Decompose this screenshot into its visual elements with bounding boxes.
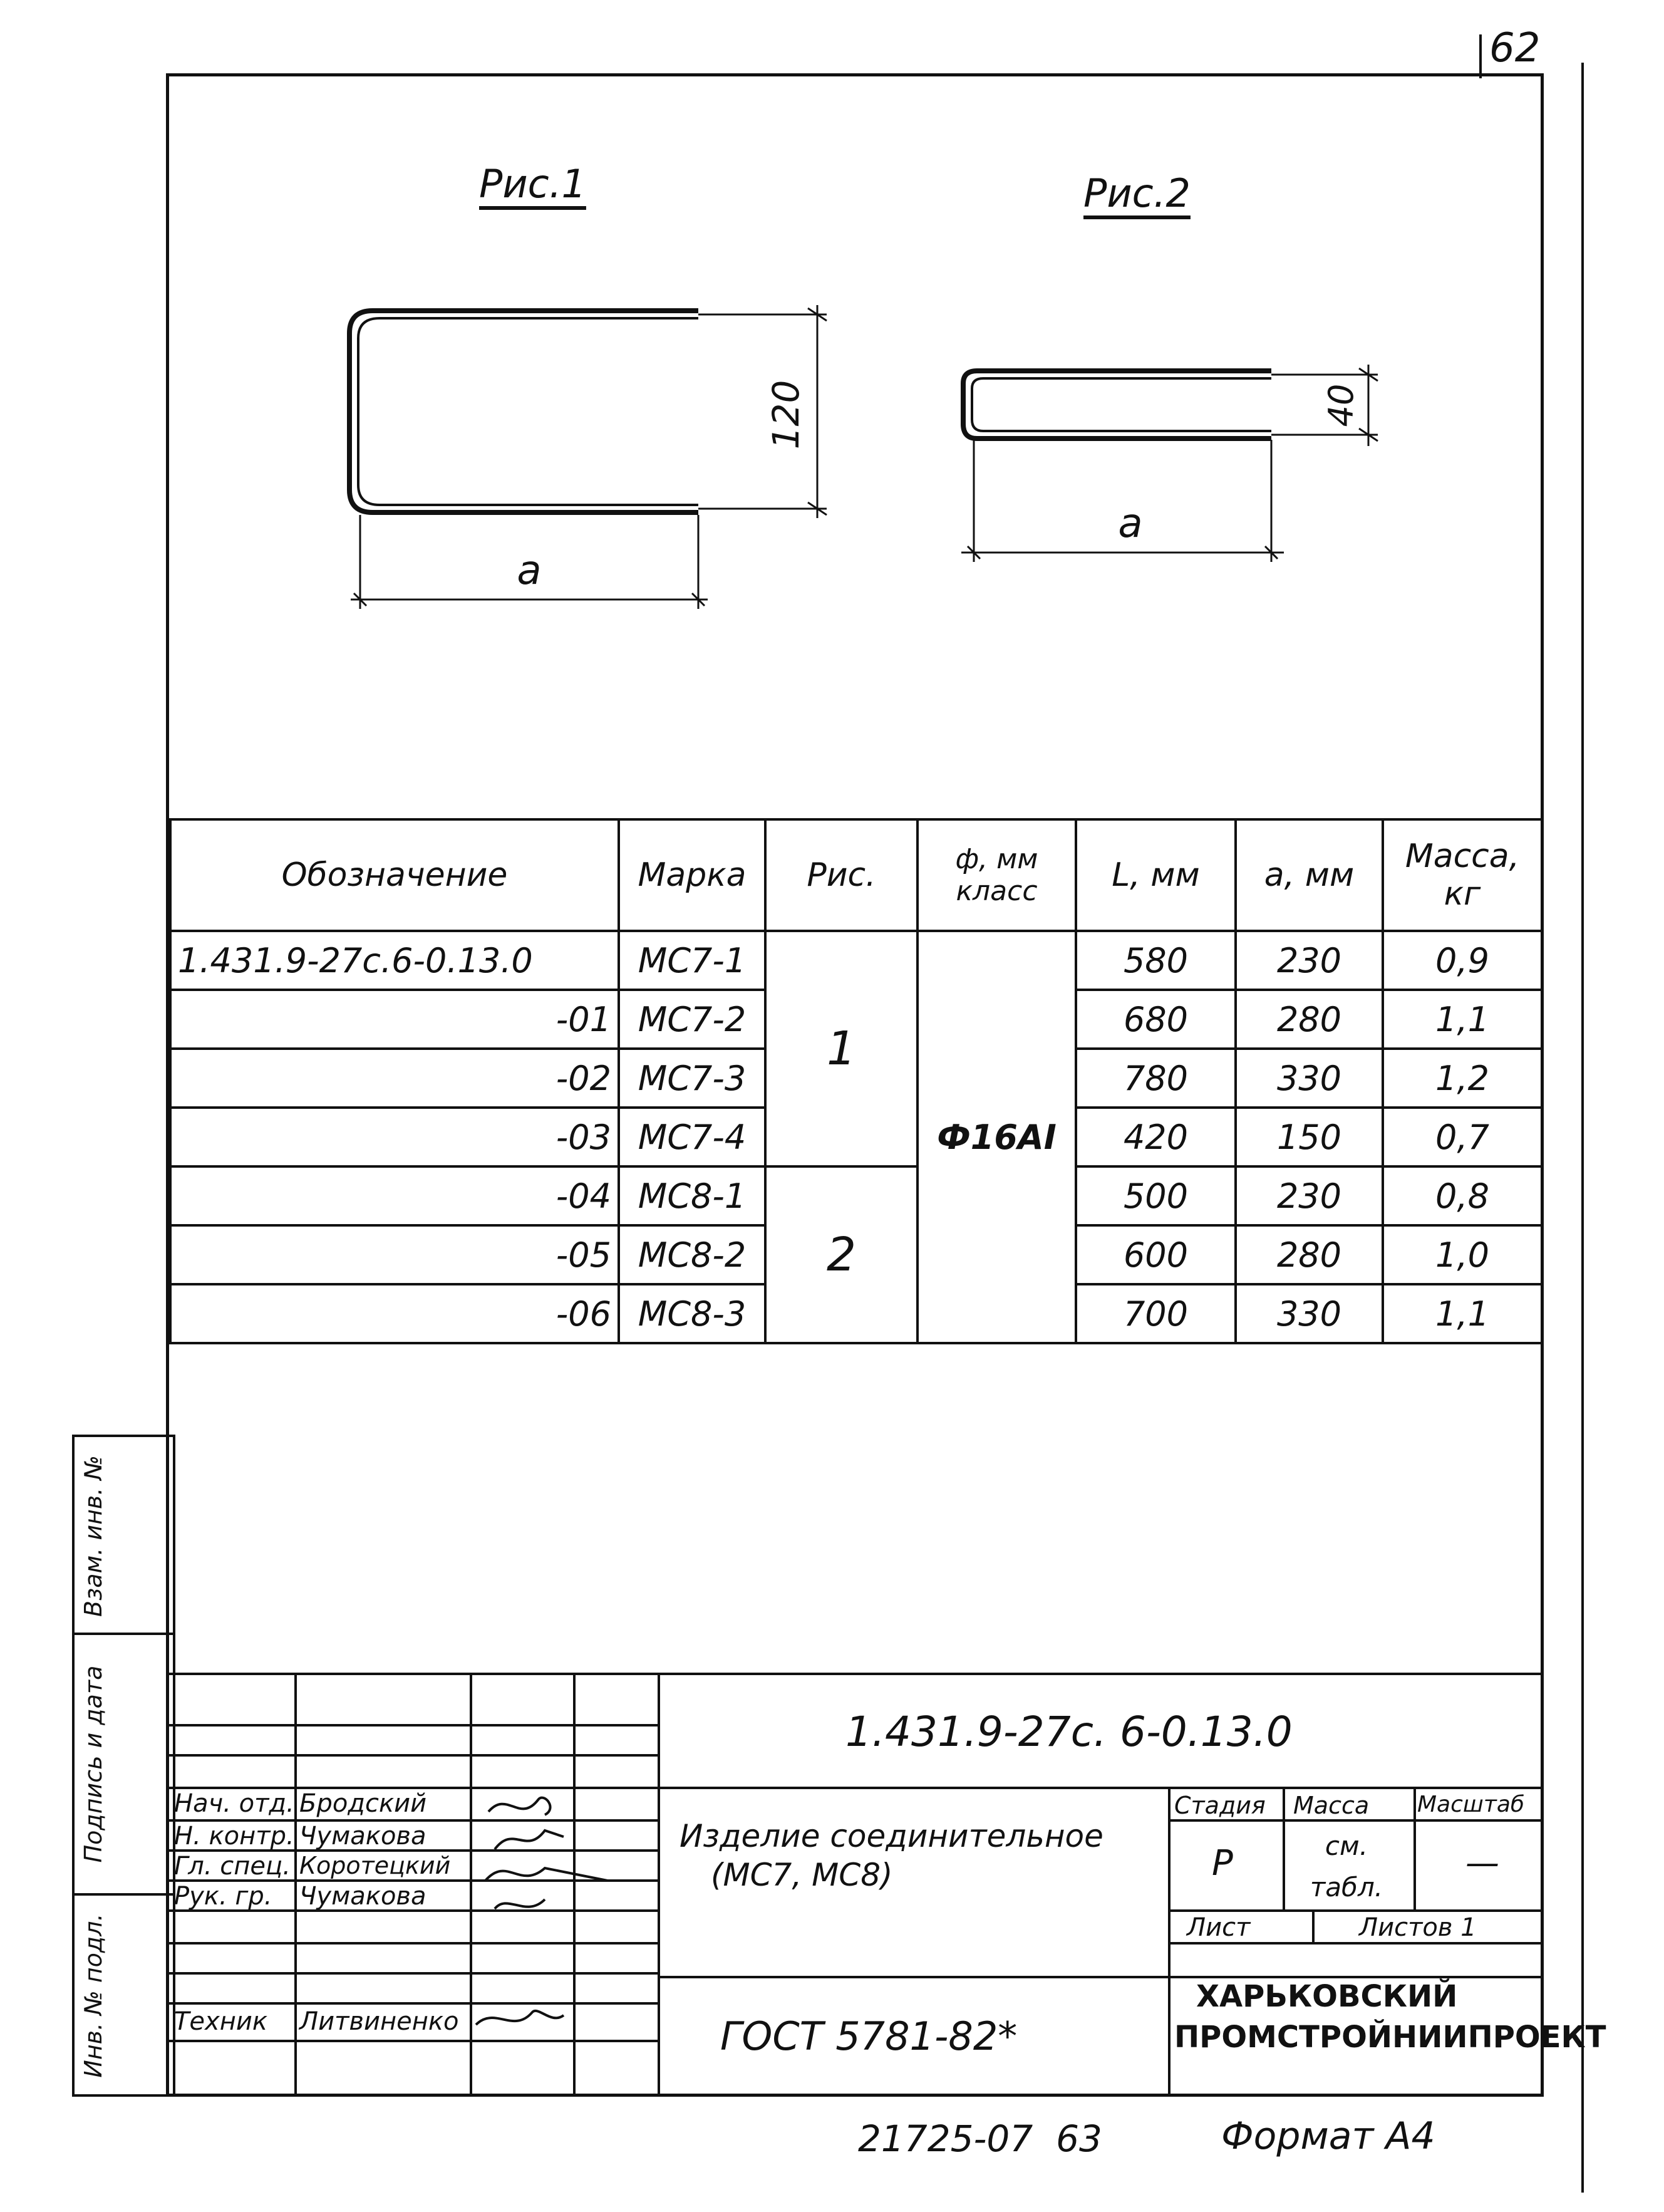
header-designation: Обозначение [170,819,619,931]
header-length: L, мм [1076,819,1236,931]
page-number: 62 [1489,25,1541,71]
signatory-role: Техник [174,2007,268,2036]
cell-mark: МС7-4 [619,1108,765,1166]
cell-length: 420 [1076,1108,1236,1166]
cell-a: 330 [1236,1284,1383,1343]
cell-a: 230 [1236,1166,1383,1225]
signatures-drawing [470,1787,658,2040]
header-mark: Марка [619,819,765,931]
cell-mass: 1,1 [1383,990,1542,1049]
organization-line2: ПРОМСТРОЙНИИПРОЕКТ [1174,2020,1606,2055]
side-stamp-inventory [72,1893,175,2097]
cell-mark: МС7-2 [619,990,765,1049]
signatory-role: Н. контр. [174,1822,294,1851]
side-label-inventory: Инв. № подл. [80,1913,107,2078]
cell-designation: -03 [170,1108,619,1166]
side-label-replacement: Взам. инв. № [80,1455,107,1617]
table-header-row [170,819,1542,931]
bottom-stamp: 21725-07 63 [858,2117,1102,2160]
signatory-name: Бродский [299,1789,427,1818]
cell-mark: МС7-1 [619,931,765,990]
cell-mass: 1,2 [1383,1049,1542,1108]
signatory-name: Коротецкий [299,1852,451,1879]
sheets-label: Листов 1 [1359,1913,1477,1942]
specification-table [169,818,1543,1344]
cell-mark: МС8-1 [619,1166,765,1225]
standard: ГОСТ 5781-82* [720,2013,1018,2059]
table-row [170,1166,1542,1225]
item-name-line2: (МС7, МС8) [711,1857,893,1893]
mass-value: см. табл. [1310,1830,1383,1903]
header-a: a, мм [1236,819,1383,931]
mass-header: Масса [1293,1792,1370,1819]
cell-a: 230 [1236,931,1383,990]
fig1-height-label: 120 [765,380,807,450]
fig2-height-label: 40 [1321,383,1361,427]
cell-mark: МС8-2 [619,1225,765,1284]
cell-designation: 1.431.9-27с.6-0.13.0 [170,931,619,990]
cell-designation: -04 [170,1166,619,1225]
stage-header: Стадия [1174,1792,1266,1819]
cell-fig: 1 [765,931,917,1166]
side-stamp-replacement [72,1435,175,1635]
scale-value: — [1465,1843,1499,1882]
scale-header: Масштаб [1417,1792,1525,1817]
organization-line1: ХАРЬКОВСКИЙ [1196,1979,1458,2014]
sheet-label: Лист [1187,1913,1251,1942]
fig1-bar-drawing [349,305,827,609]
header-diameter-class: ф, мм класс [917,819,1076,931]
item-name-line1: Изделие соединительное [680,1818,1103,1854]
signatory-name: Литвиненко [299,2007,459,2036]
cell-mass: 0,8 [1383,1166,1542,1225]
signatory-name: Чумакова [299,1822,426,1851]
signatory-name: Чумакова [299,1882,426,1911]
header-fig: Рис. [765,819,917,931]
cell-length: 680 [1076,990,1236,1049]
side-stamp-signature [72,1633,175,1896]
fig2-bar-drawing [961,365,1378,562]
fig2-title: Рис.2 [1083,170,1191,216]
cell-designation: -06 [170,1284,619,1343]
cell-length: 500 [1076,1166,1236,1225]
table-row [170,931,1542,990]
cell-designation: -05 [170,1225,619,1284]
cell-mass: 1,1 [1383,1284,1542,1343]
signatory-role: Гл. спец. [174,1852,291,1881]
format-label: Формат А4 [1221,2114,1435,2158]
fig1-title: Рис.1 [479,161,586,207]
side-label-signature: Подпись и дата [80,1665,107,1863]
cell-length: 780 [1076,1049,1236,1108]
cell-a: 330 [1236,1049,1383,1108]
cell-a: 280 [1236,990,1383,1049]
cell-a: 150 [1236,1108,1383,1166]
stage-value: Р [1212,1843,1233,1884]
cell-length: 600 [1076,1225,1236,1284]
cell-length: 700 [1076,1284,1236,1343]
cell-mark: МС7-3 [619,1049,765,1108]
cell-length: 580 [1076,931,1236,990]
cell-mass: 0,7 [1383,1108,1542,1166]
document-code: 1.431.9-27с. 6-0.13.0 [845,1708,1293,1756]
signatory-role: Нач. отд. [174,1789,294,1818]
fig2-width-label: a [1118,501,1143,547]
cell-mark: МС8-3 [619,1284,765,1343]
figures-area [169,76,1541,819]
signatory-role: Рук. гр. [174,1882,272,1911]
cell-designation: -02 [170,1049,619,1108]
cell-mass: 1,0 [1383,1225,1542,1284]
title-block [169,1673,1606,2096]
header-mass: Масса, кг [1383,819,1542,931]
cell-diameter-class: Ф16АI [917,931,1076,1343]
right-edge-line [1581,63,1584,2193]
cell-fig: 2 [765,1166,917,1343]
bar-drawings [169,76,1541,819]
fig1-width-label: a [517,548,542,594]
cell-designation: -01 [170,990,619,1049]
cell-a: 280 [1236,1225,1383,1284]
page-number-divider [1479,34,1482,78]
cell-mass: 0,9 [1383,931,1542,990]
